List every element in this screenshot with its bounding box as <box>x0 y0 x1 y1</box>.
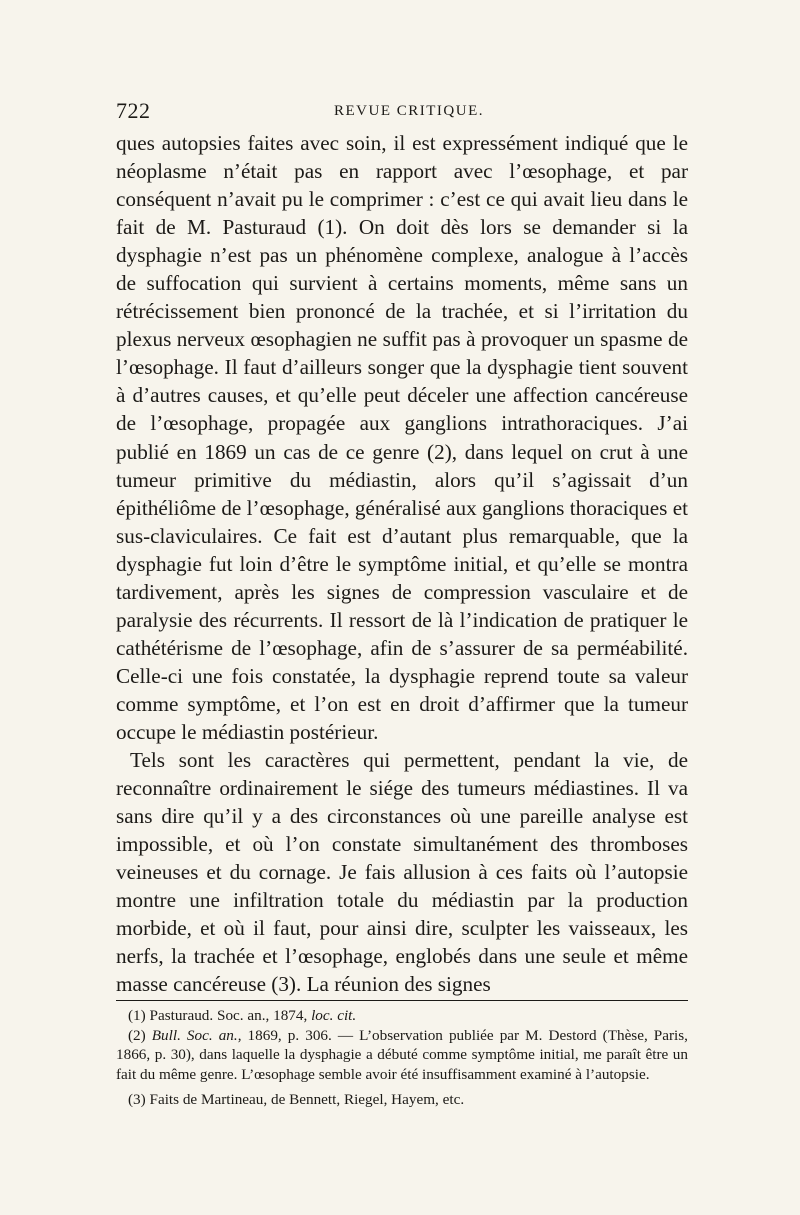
body-text <box>116 129 688 998</box>
running-title: REVUE CRITIQUE. <box>334 103 484 119</box>
paragraph-2: Tels sont les caractères qui permettent, pendant la vie, de reconnaître ordinairement le siége des tumeurs médiastines. Il va sans dire qu’il y a des circonstances où une pareille analyse est impossible, et où l’on constate simultanément des thromboses veineuses et du cornage. Je fais allusion à ces faits où l’autopsie montre une infiltration totale du médiastin par la production morbide, et où il faut, pour ainsi dire, sculpter les vaisseaux, les nerfs, la trachée et l’œsophage, englobés dans une seule et même masse cancéreuse (3). La réunion des signes <box>116 748 688 997</box>
footnote-2-text: , 1869, p. 306. — L’observation publiée par M. Destord (Thèse, Paris, 1866, p. 30), dans laquelle la dysphagie a débuté comme symptôme initial, me paraît être un fait du même genre. L’œsophage semble avoir été insuffisamment examiné à l’autopsie. <box>116 1026 688 1083</box>
footnotes <box>116 1006 688 1110</box>
paragraph-1: ques autopsies faites avec soin, il est expressément indiqué que le néoplasme n’était pas en rapport avec l’œsophage, et par conséquent n’avait pu le comprimer : c’est ce qui avait lieu dans le fait de M. Pasturaud (1). On doit dès lors se demander si la dysphagie n’est pas un phénomène complexe, analogue à l’accès de suffocation qui survient à certains moments, même sans un rétrécissement bien prononcé de la trachée, et si l’irritation du plexus nerveux œsophagien ne suffit pas à provoquer un spasme de l’œsophage. Il faut d’ailleurs songer que la dysphagie tient souvent à d’autres causes, et qu’elle peut déceler une affection cancéreuse de l’œsophage, propagée aux ganglions intrathoraciques. J’ai publié en 1869 un cas de ce genre (2), dans lequel on crut à une tumeur primitive du médiastin, alors qu’il s’agissait d’un épithéliôme de l’œsophage, généralisé aux ganglions thoraciques et sus-claviculaires. Ce fait est d’autant plus remarquable, que la dysphagie fut loin d’être le symptôme initial, et qu’elle se montra tardivement, après les signes de compression vasculaire et de paralysie des récurrents. Il ressort de là l’indication de pratiquer le cathétérisme de l’œsophage, afin de s’assurer de sa perméabilité. Celle-ci une fois constatée, la dysphagie reprend toute sa valeur comme symptôme, et l’on est en droit d’affirmer que la tumeur occupe le médiastin postérieur. <box>116 131 688 744</box>
page-number: 722 <box>116 98 151 123</box>
running-head <box>116 98 688 128</box>
footnote-1 <box>116 1006 688 1026</box>
footnote-3: (3) Faits de Martineau, de Bennett, Riegel, Hayem, etc. <box>128 1091 465 1108</box>
footnote-1-italic: loc. cit. <box>311 1007 357 1024</box>
footnote-2 <box>116 1026 688 1085</box>
footnote-1-text: (1) Pasturaud. Soc. an., 1874, <box>128 1007 312 1024</box>
footnote-2-italic: Bull. Soc. an. <box>151 1026 238 1044</box>
footnote-2-prefix: (2) <box>128 1026 152 1044</box>
footnote-divider <box>116 1000 688 1001</box>
